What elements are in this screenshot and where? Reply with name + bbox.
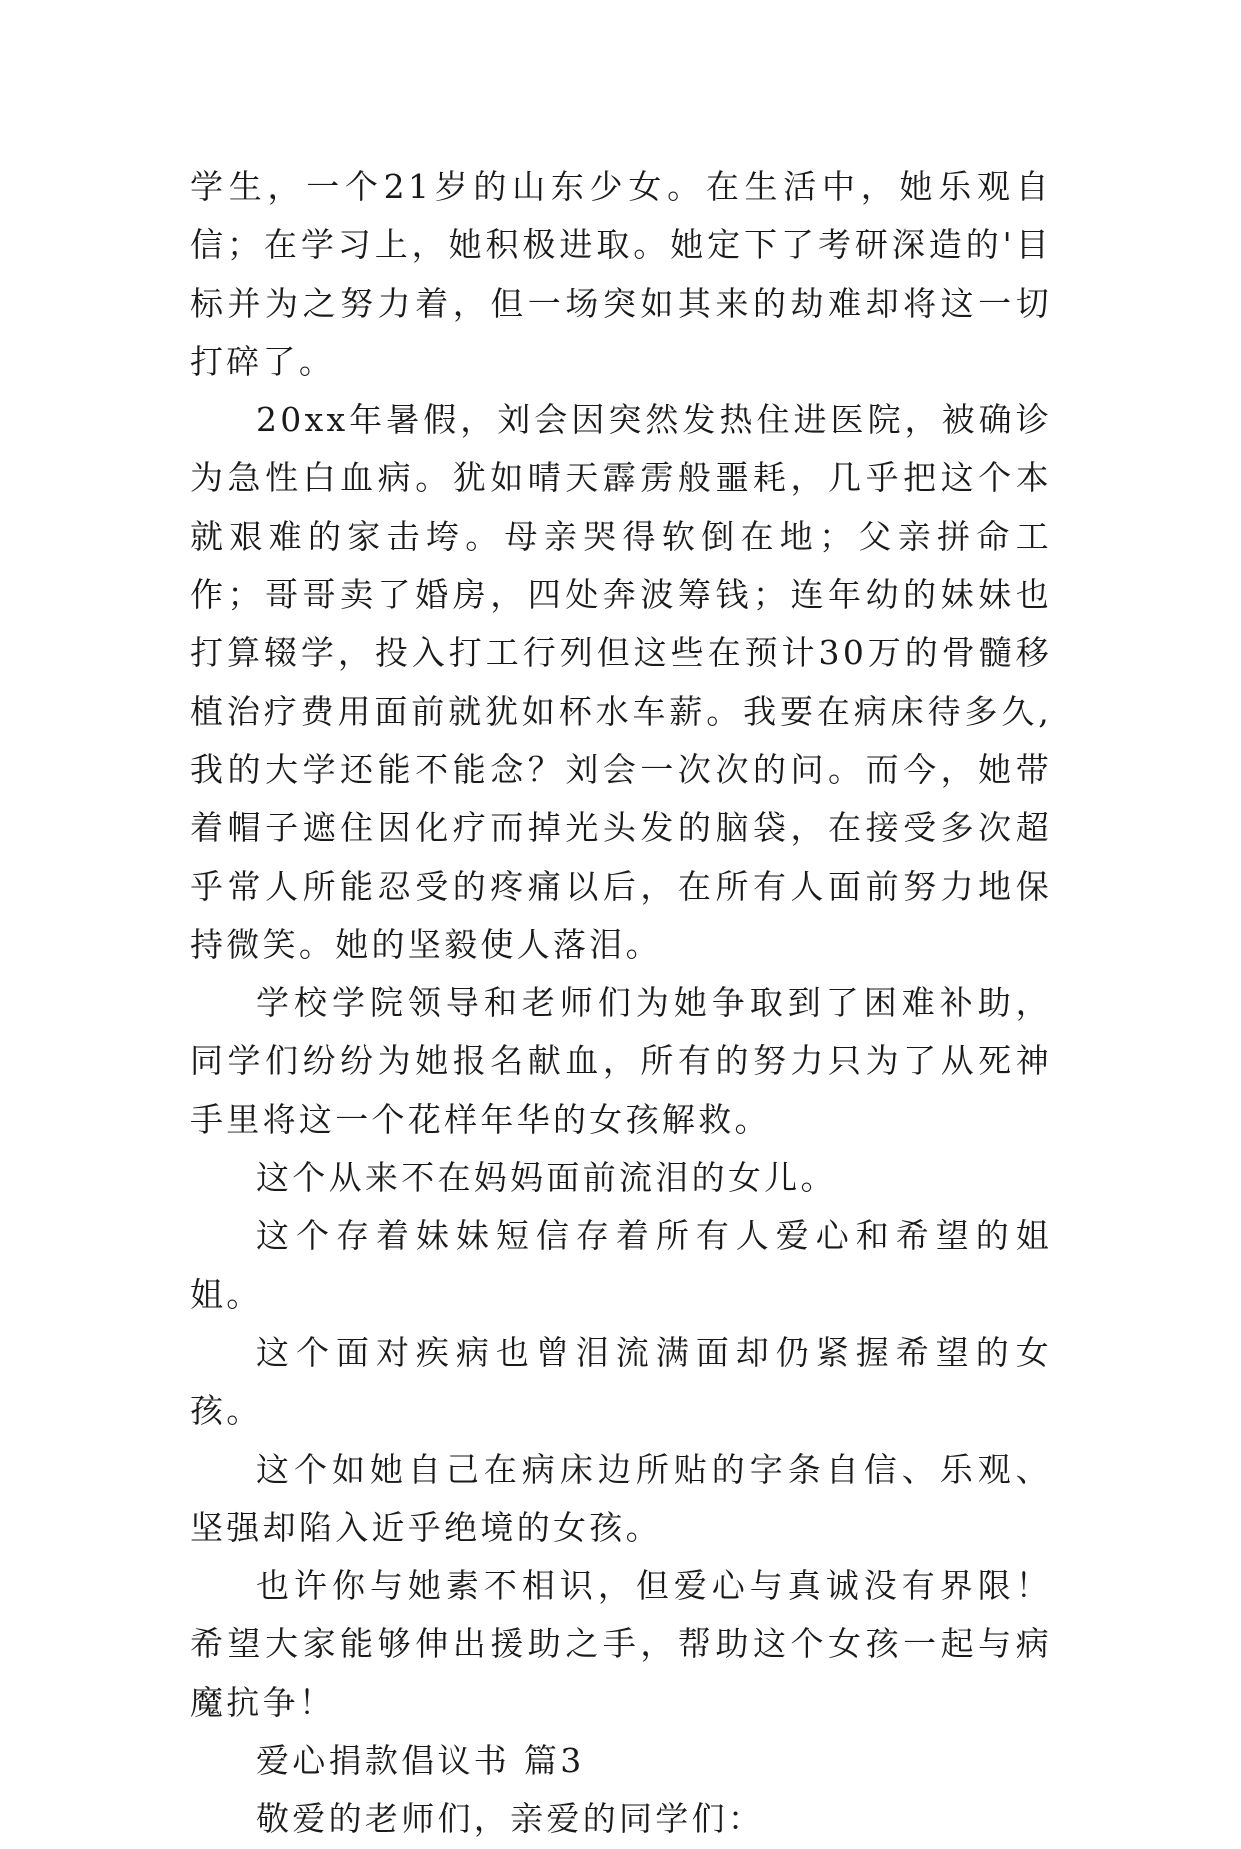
paragraph-appeal: 也许你与她素不相识，但爱心与真诚没有界限！希望大家能够伸出援助之手，帮助这个女孩一起与病魔抗争！	[190, 1566, 1052, 1722]
paragraph-diagnosis: 20xx年暑假，刘会因突然发热住进医院，被确诊为急性白血病。犹如晴天霹雳般噩耗，几乎把这个本就艰难的家击垮。母亲哭得软倒在地；父亲拼命工作；哥哥卖了婚房，四处奔波筹钱；连年幼的妹妹也打算辍学，投入打工行列但这些在预计30万的骨髓移植治疗费用面前就犹如杯水车薪。我要在病床待多久,我的大学还能不能念？刘会一次次的问。而今，她带着帽子遮住因化疗而掉光头发的脑袋，在接受多次超乎常人所能忍受的疼痛以后，在所有人面前努力地保持微笑。她的坚毅使人落泪。	[190, 400, 1052, 964]
document-body	[190, 158, 1052, 1849]
paragraph-school-support: 学校学院领导和老师们为她争取到了困难补助，同学们纷纷为她报名献血，所有的努力只为了从死神手里将这一个花样年华的女孩解救。	[190, 983, 1052, 1139]
paragraph-note: 这个如她自己在病床边所贴的字条自信、乐观、坚强却陷入近乎绝境的女孩。	[190, 1449, 1052, 1547]
salutation: 敬爱的老师们，亲爱的同学们：	[256, 1799, 765, 1839]
paragraph-daughter: 这个从来不在妈妈面前流泪的女儿。	[256, 1158, 837, 1198]
paragraph-intro-continuation: 学生，一个21岁的山东少女。在生活中，她乐观自信；在学习上，她积极进取。她定下了考研深造的'目标并为之努力着，但一场突如其来的劫难却将这一切打碎了。	[190, 167, 1052, 381]
section-heading: 爱心捐款倡议书 篇3	[256, 1741, 585, 1781]
paragraph-sister: 这个存着妹妹短信存着所有人爱心和希望的姐姐。	[190, 1216, 1052, 1314]
paragraph-hope: 这个面对疾病也曾泪流满面却仍紧握希望的女孩。	[190, 1332, 1052, 1431]
